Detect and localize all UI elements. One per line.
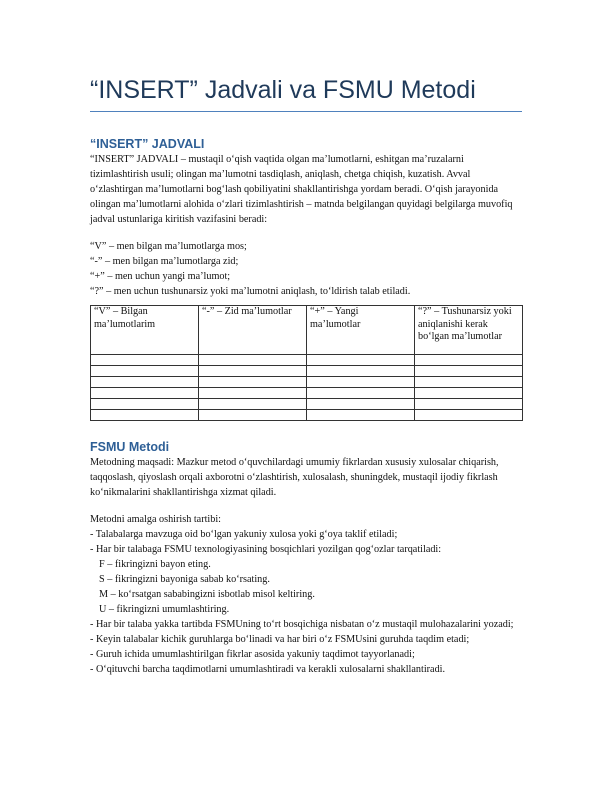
legend-item: “-” – men bilgan ma’lumotlarga zid;	[90, 256, 239, 267]
table-cell[interactable]	[199, 355, 307, 366]
table-header-row	[91, 306, 523, 355]
table-row	[91, 366, 523, 377]
table-cell[interactable]	[415, 388, 523, 399]
table-cell[interactable]	[91, 377, 199, 388]
column-header-new: “+” – Yangi ma’lumotlar	[307, 306, 415, 355]
fsmu-step-item: S – fikringizni bayoniga sabab ko‘rsating.	[99, 574, 270, 585]
fsmu-order-title: Metodni amalga oshirish tartibi:	[90, 514, 221, 525]
table-cell[interactable]	[415, 410, 523, 421]
table-cell[interactable]	[199, 399, 307, 410]
insert-table	[90, 305, 523, 421]
insert-intro: “INSERT” JADVALI – mustaqil o‘qish vaqtida olgan ma’lumotlarni, eshitgan ma’ruzalarni tizimlashtirish usuli; olingan ma’lumotni tasdiqlash, aniqlash, chetga chiqish, kuzatish. Avval o‘zlashtirgan ma’lumotlarni bog‘lash qobiliyatini shakllantirishga yordam beradi. O‘qish jarayonida olingan ma’lumotlarni alohida o‘zlari tizimlashtirish – matnda belgilangan quyidagi belgilarga muvofiq jadval ustunlariga kiritish vazifasini beradi:	[90, 154, 513, 225]
fsmu-step-item: - Har bir talaba yakka tartibda FSMUning to‘rt bosqichiga nisbatan o‘z mustaqil mulohazalarini yozadi;	[90, 619, 514, 630]
column-header-known: “V” – Bilgan ma’lumotlarim	[91, 306, 199, 355]
table-cell[interactable]	[91, 355, 199, 366]
table-cell[interactable]	[199, 410, 307, 421]
column-header-unclear: “?” – Tushunarsiz yoki aniqlanishi kerak bo‘lgan ma’lumotlar	[415, 306, 523, 355]
table-cell[interactable]	[415, 377, 523, 388]
table-row	[91, 399, 523, 410]
table-cell[interactable]	[307, 355, 415, 366]
fsmu-purpose: Metodning maqsadi: Mazkur metod o‘quvchilardagi umumiy fikrlardan xususiy xulosalar chiqarish, taqqoslash, qiyoslash orqali axborotni o‘zlashtirish, xulosalash, shuningdek, mustaqil ijodiy fikrlash ko‘nikmalarini shakllantirishga xizmat qiladi.	[90, 457, 499, 498]
table-row	[91, 388, 523, 399]
table-cell[interactable]	[91, 388, 199, 399]
table-cell[interactable]	[91, 399, 199, 410]
table-cell[interactable]	[307, 366, 415, 377]
fsmu-step-item: U – fikringizni umumlashtiring.	[99, 604, 230, 615]
fsmu-step-item: - O‘qituvchi barcha taqdimotlarni umumlashtiradi va kerakli xulosalarni shakllantiradi.	[90, 664, 446, 675]
title-underline	[90, 111, 522, 112]
table-cell[interactable]	[307, 388, 415, 399]
table-cell[interactable]	[307, 399, 415, 410]
table-cell[interactable]	[307, 410, 415, 421]
insert-legend-list	[90, 239, 522, 299]
table-cell[interactable]	[199, 388, 307, 399]
fsmu-step-item: - Keyin talabalar kichik guruhlarga bo‘linadi va har biri o‘z FSMUsini guruhda taqdim etadi;	[90, 634, 470, 645]
fsmu-step-item: - Har bir talabaga FSMU texnologiyasining bosqichlari yozilgan qog‘ozlar tarqatiladi:	[90, 544, 442, 555]
table-cell[interactable]	[307, 377, 415, 388]
table-cell[interactable]	[91, 410, 199, 421]
table-cell[interactable]	[199, 377, 307, 388]
legend-item: “+” – men uchun yangi ma’lumot;	[90, 271, 231, 282]
column-header-contradict: “-” – Zid ma’lumotlar	[199, 306, 307, 355]
table-cell[interactable]	[415, 355, 523, 366]
document-title: “INSERT” Jadvali va FSMU Metodi	[90, 76, 476, 104]
table-row	[91, 410, 523, 421]
fsmu-step-item: F – fikringizni bayon eting.	[99, 559, 211, 570]
table-cell[interactable]	[91, 366, 199, 377]
legend-item: “?” – men uchun tushunarsiz yoki ma’lumotni aniqlash, to‘ldirish talab etiladi.	[90, 286, 411, 297]
table-cell[interactable]	[415, 366, 523, 377]
fsmu-step-item: M – ko‘rsatgan sababingizni isbotlab misol keltiring.	[99, 589, 315, 600]
legend-item: “V” – men bilgan ma’lumotlarga mos;	[90, 241, 247, 252]
table-cell[interactable]	[415, 399, 523, 410]
table-cell[interactable]	[199, 366, 307, 377]
table-row	[91, 355, 523, 366]
fsmu-heading: FSMU Metodi	[90, 440, 170, 454]
table-row	[91, 377, 523, 388]
fsmu-step-item: - Talabalarga mavzuga oid bo‘lgan yakuniy xulosa yoki g‘oya taklif etiladi;	[90, 529, 398, 540]
fsmu-step-item: - Guruh ichida umumlashtirilgan fikrlar asosida yakuniy taqdimot tayyorlanadi;	[90, 649, 415, 660]
insert-heading: “INSERT” JADVALI	[90, 137, 205, 151]
fsmu-steps-list	[90, 527, 522, 677]
